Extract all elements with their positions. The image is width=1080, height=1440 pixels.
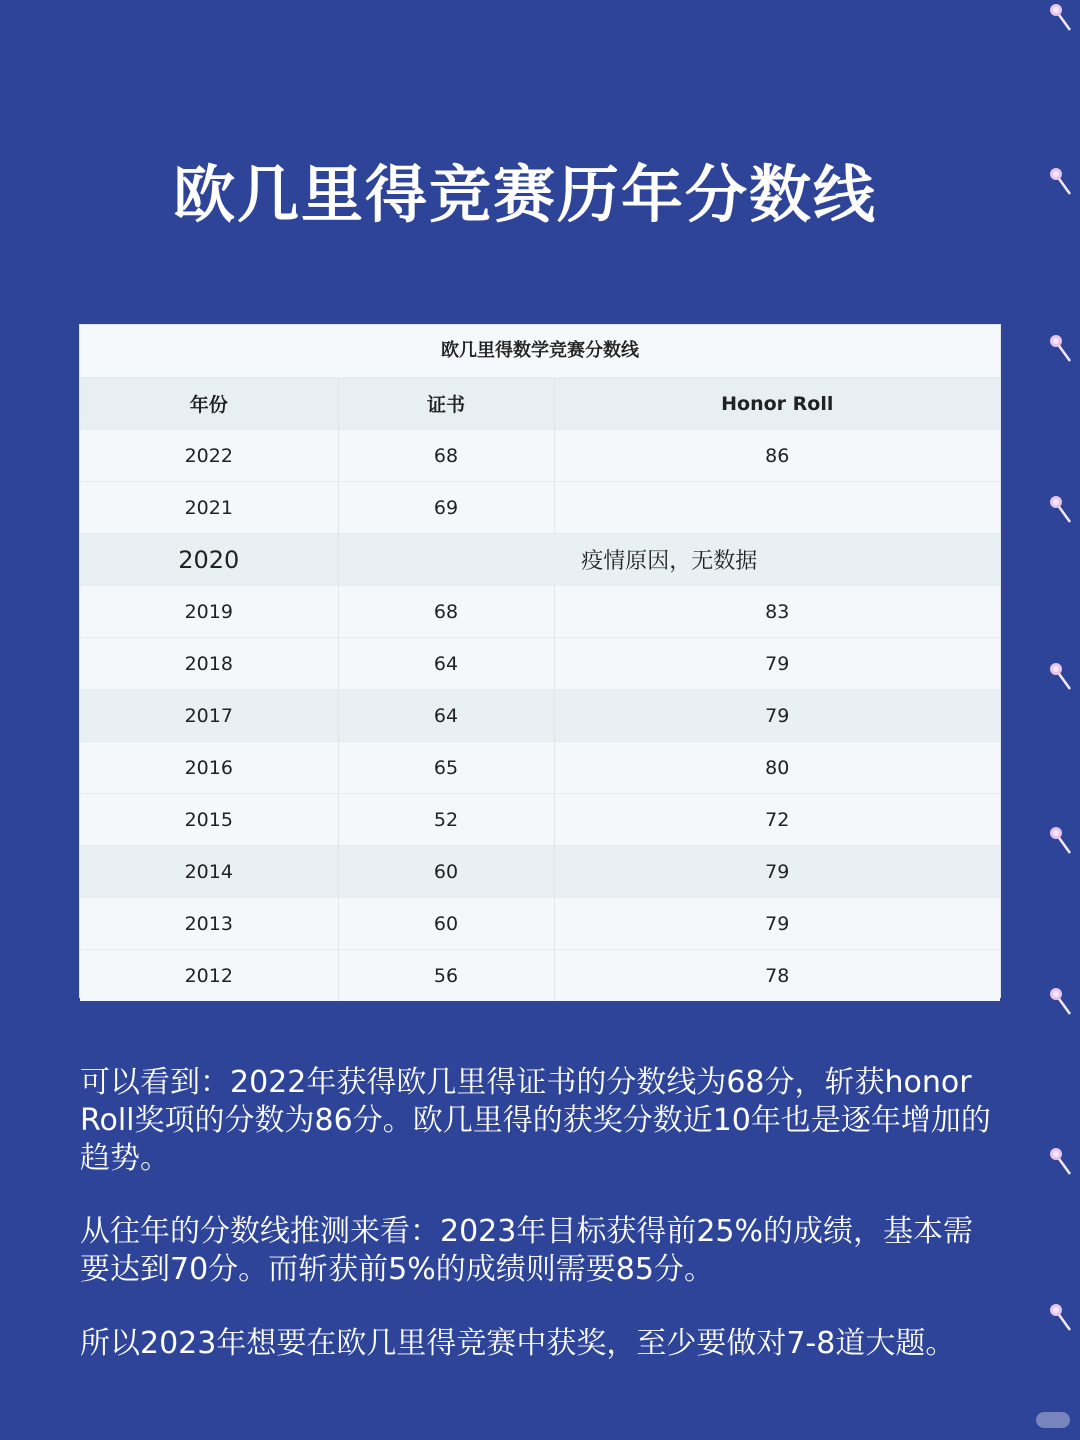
lollipop-icon: [1048, 1302, 1074, 1332]
year-cell: 2015: [80, 794, 338, 846]
lollipop-icon: [1048, 825, 1074, 855]
honor-roll-cell: 80: [554, 742, 1000, 794]
table-row: [80, 430, 1000, 482]
honor-roll-cell: 72: [554, 794, 1000, 846]
lollipop-icon: [1048, 333, 1074, 363]
lollipop-icon: [1048, 166, 1074, 196]
year-cell: 2016: [80, 742, 338, 794]
year-cell: 2022: [80, 430, 338, 482]
honor-roll-cell: 79: [554, 690, 1000, 742]
honor-roll-cell: 79: [554, 846, 1000, 898]
prediction-paragraph: 从往年的分数线推测来看：2023年目标获得前25%的成绩，基本需要达到70分。而斩获前5%的成绩则需要85分。: [80, 1214, 974, 1287]
year-cell: 2021: [80, 482, 338, 534]
lollipop-icon: [1048, 1146, 1074, 1176]
no-data-note: 疫情原因，无数据: [338, 534, 1000, 586]
year-cell: 2018: [80, 638, 338, 690]
year-cell: 2017: [80, 690, 338, 742]
lollipop-icon: [1048, 2, 1074, 32]
table-row: [80, 794, 1000, 846]
table-row: [80, 586, 1000, 638]
conclusion-paragraph: 所以2023年想要在欧几里得竞赛中获奖，至少要做对7-8道大题。: [80, 1326, 956, 1361]
certificate-cell: 65: [338, 742, 554, 794]
honor-roll-cell: 83: [554, 586, 1000, 638]
certificate-cell: 64: [338, 638, 554, 690]
certificate-cell: 56: [338, 950, 554, 1002]
table-row: [80, 742, 1000, 794]
table-row: [80, 846, 1000, 898]
certificate-cell: 68: [338, 586, 554, 638]
summary-paragraph: 可以看到：2022年获得欧几里得证书的分数线为68分，斩获honor Roll奖项的分数为86分。欧几里得的获奖分数近10年也是逐年增加的趋势。: [80, 1065, 991, 1176]
lollipop-icon: [1048, 986, 1074, 1016]
table-row: [80, 690, 1000, 742]
header-year: 年份: [80, 378, 338, 430]
table-row: [80, 638, 1000, 690]
table-row: [80, 950, 1000, 1002]
honor-roll-cell: 79: [554, 898, 1000, 950]
honor-roll-cell: 79: [554, 638, 1000, 690]
table-row: [80, 482, 1000, 534]
honor-roll-cell: [554, 482, 1000, 534]
page-title: 欧几里得竞赛历年分数线: [172, 158, 877, 231]
certificate-cell: 60: [338, 846, 554, 898]
honor-roll-cell: 78: [554, 950, 1000, 1002]
honor-roll-cell: 86: [554, 430, 1000, 482]
lollipop-icon: [1048, 661, 1074, 691]
certificate-cell: 64: [338, 690, 554, 742]
cutoff-table: [80, 325, 1000, 1001]
certificate-cell: 52: [338, 794, 554, 846]
table-row: [80, 534, 1000, 586]
year-cell: 2012: [80, 950, 338, 1002]
cutoff-table-card: [80, 325, 1000, 997]
certificate-cell: 60: [338, 898, 554, 950]
header-certificate: 证书: [338, 378, 554, 430]
table-caption: 欧几里得数学竞赛分数线: [80, 325, 1000, 377]
year-cell: 2013: [80, 898, 338, 950]
year-cell: 2014: [80, 846, 338, 898]
table-header-row: [80, 378, 1000, 430]
certificate-cell: 68: [338, 430, 554, 482]
certificate-cell: 69: [338, 482, 554, 534]
watermark-badge: [1036, 1412, 1070, 1428]
lollipop-icon: [1048, 494, 1074, 524]
year-cell: 2020: [80, 534, 338, 586]
year-cell: 2019: [80, 586, 338, 638]
table-row: [80, 898, 1000, 950]
header-honor-roll: Honor Roll: [554, 378, 1000, 430]
